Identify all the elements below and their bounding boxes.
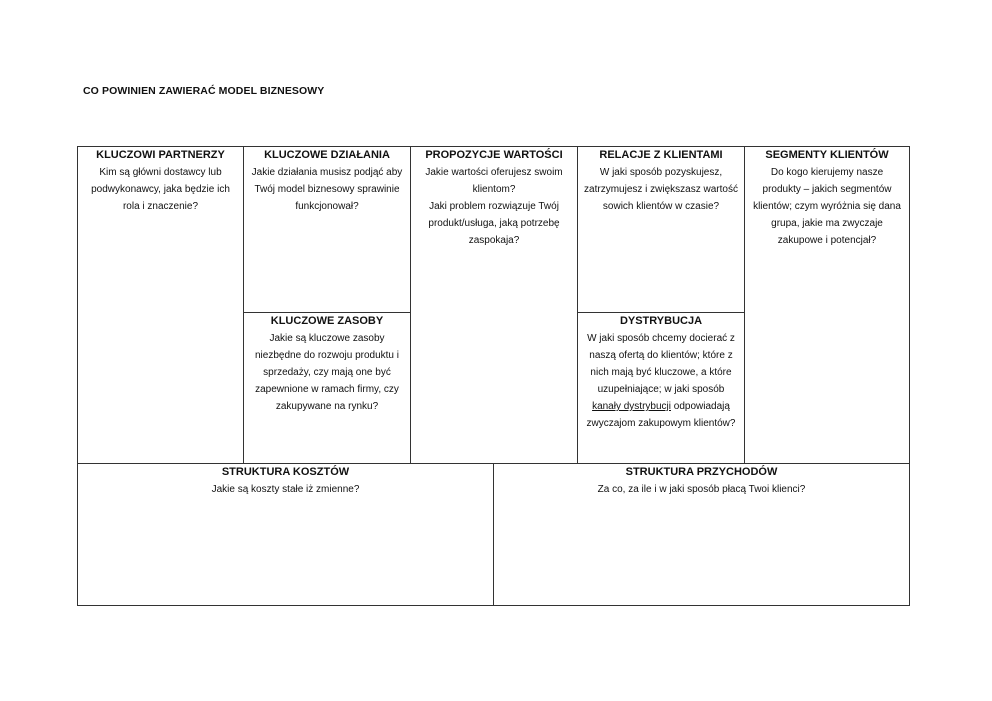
channels-text-before: W jaki sposób chcemy docierać z naszą ofertą do klientów; które z nich mają być kluczowe, a które uzupełniające; w jaki sposób <box>587 333 735 395</box>
customer-segments-cell <box>745 147 909 463</box>
key-partners-heading: KLUCZOWI PARTNERZY <box>96 149 225 161</box>
key-resources-text: Jakie są kluczowe zasoby niezbędne do rozwoju produktu i sprzedaży, czy mają one być zapewnione w ramach firmy, czy zakupywane na rynku? <box>255 333 399 412</box>
revenue-streams-heading: STRUKTURA PRZYCHODÓW <box>625 466 778 478</box>
revenue-streams-cell <box>494 463 909 605</box>
value-propositions-text-2: Jaki problem rozwiązuje Twój produkt/usługa, jaką potrzebę zaspokaja? <box>428 201 560 246</box>
distribution-channels-link[interactable]: kanały dystrybucji <box>592 401 671 412</box>
cost-structure-cell <box>78 463 494 605</box>
value-propositions-heading: PROPOZYCJE WARTOŚCI <box>425 149 563 161</box>
customer-segments-text: Do kogo kierujemy nasze produkty – jakich segmentów klientów; czym wyróżnia się dana grupa, jakie ma zwyczaje zakupowe i potencjał? <box>753 167 901 246</box>
channels-cell <box>578 313 745 463</box>
cost-structure-heading: STRUKTURA KOSZTÓW <box>221 466 350 478</box>
channels-heading: DYSTRYBUCJA <box>619 315 703 327</box>
value-propositions-cell <box>411 147 578 463</box>
customer-segments-heading: SEGMENTY KLIENTÓW <box>765 149 889 161</box>
key-resources-cell <box>244 313 411 463</box>
customer-relationships-text: W jaki sposób pozyskujesz, zatrzymujesz i zwiększasz wartość sowich klientów w czasie? <box>584 167 738 212</box>
cost-structure-text: Jakie są koszty stałe iż zmienne? <box>211 484 360 495</box>
customer-relationships-cell <box>578 147 745 313</box>
key-activities-cell <box>244 147 411 313</box>
customer-relationships-heading: RELACJE Z KLIENTAMI <box>599 149 723 161</box>
revenue-streams-text: Za co, za ile i w jaki sposób płacą Twoi klienci? <box>597 484 806 495</box>
key-activities-heading: KLUCZOWE DZIAŁANIA <box>264 149 390 161</box>
channels-text <box>584 330 738 432</box>
business-model-canvas <box>77 146 910 606</box>
document-title: CO POWINIEN ZAWIERAĆ MODEL BIZNESOWY <box>83 85 325 97</box>
key-resources-heading: KLUCZOWE ZASOBY <box>270 315 384 327</box>
key-activities-text: Jakie działania musisz podjąć aby Twój model biznesowy sprawinie funkcjonował? <box>251 167 403 212</box>
key-partners-text: Kim są główni dostawcy lub podwykonawcy, jaka będzie ich rola i znaczenie? <box>91 167 230 212</box>
key-partners-cell <box>78 147 244 463</box>
value-propositions-text-1: Jakie wartości oferujesz swoim klientom? <box>425 167 563 195</box>
channels-text-after: odpowiadają zwyczajom zakupowym klientów? <box>586 401 736 429</box>
